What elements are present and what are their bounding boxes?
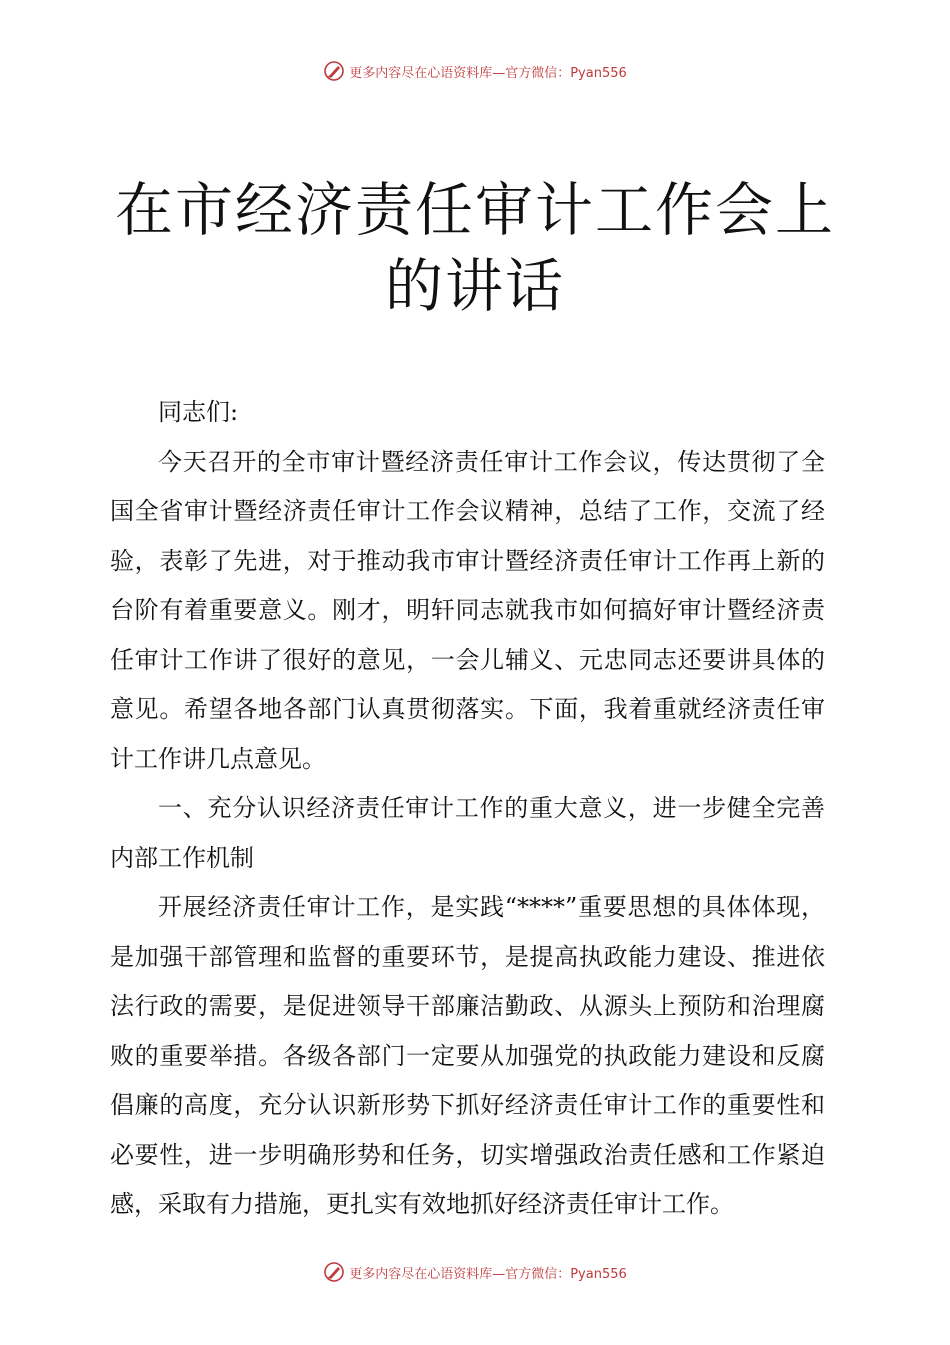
watermark-text: 更多内容尽在心语资料库—官方微信：Pyan556 xyxy=(349,1266,627,1282)
paragraph-salutation: 同志们: xyxy=(158,398,239,426)
watermark-text: 更多内容尽在心语资料库—官方微信：Pyan556 xyxy=(349,65,627,81)
pen-logo-icon xyxy=(323,1261,345,1283)
watermark-header xyxy=(0,60,950,82)
section-heading-1: 一、充分认识经济责任审计工作的重大意义，进一步健全完善内部工作机制 xyxy=(110,794,825,872)
document-title: 在市经济责任审计工作会上的讲话 xyxy=(114,176,835,320)
paragraph-intro: 今天召开的全市审计暨经济责任审计工作会议，传达贯彻了全国全省审计暨经济责任审计工作会议精神，总结了工作，交流了经验，表彰了先进，对于推动我市审计暨经济责任审计工作再上新的台阶有着重要意义。刚才，明轩同志就我市如何搞好审计暨经济责任审计工作讲了很好的意见，一会儿辅义、元忠同志还要讲具体的意见。希望各地各部门认真贯彻落实。下面，我着重就经济责任审计工作讲几点意见。 xyxy=(110,447,825,773)
document-body xyxy=(110,388,825,1230)
watermark-footer xyxy=(0,1261,950,1283)
pen-logo-icon xyxy=(323,60,345,82)
paragraph-section-1: 开展经济责任审计工作，是实践“****”重要思想的具体体现，是加强干部管理和监督的重要环节，是提高执政能力建设、推进依法行政的需要，是促进领导干部廉洁勤政、从源头上预防和治理腐败的重要举措。各级各部门一定要从加强党的执政能力建设和反腐倡廉的高度，充分认识新形势下抓好经济责任审计工作的重要性和必要性，进一步明确形势和任务，切实增强政治责任感和工作紧迫感，采取有力措施，更扎实有效地抓好经济责任审计工作。 xyxy=(110,893,825,1218)
